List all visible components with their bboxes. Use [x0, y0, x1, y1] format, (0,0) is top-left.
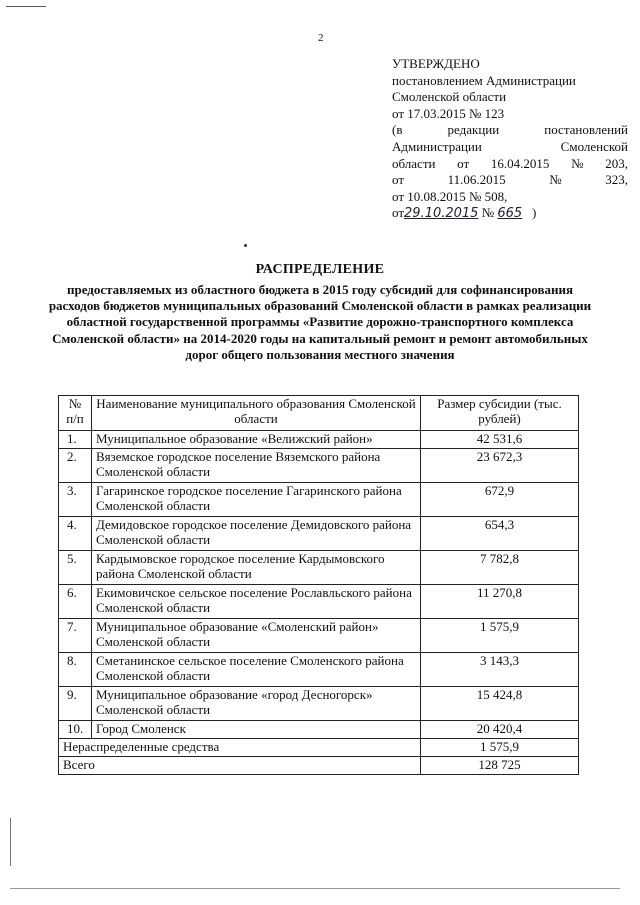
unallocated-label: Нераспределенные средства — [59, 739, 421, 757]
row-name: Муниципальное образование «Велижский район» — [92, 431, 421, 449]
row-name: Кардымовское городское поселение Кардымовского района Смоленской области — [92, 551, 421, 585]
word: Администрации — [392, 138, 482, 154]
word: 203, — [605, 155, 628, 171]
table-row — [59, 483, 579, 517]
approval-line-6 — [392, 156, 628, 173]
approval-line-9 — [392, 205, 628, 223]
document-subtitle: предоставляемых из областного бюджета в 2015 году субсидий для софинансирования расходов бюджетов муниципальных образований Смоленской области в рамках реализации областной государственной программы «Развитие дорожно-транспортного комплекса Смоленской области» на 2014-2020 годы на капитальный ремонт и ремонт автомобильных дорог общего пользования местного значения — [48, 282, 592, 362]
word: от — [457, 155, 470, 171]
document-title: РАСПРЕДЕЛЕНИЕ — [255, 262, 385, 277]
table-row — [59, 721, 579, 739]
scan-edge-line — [10, 818, 11, 866]
approval-line-8: от 10.08.2015 № 508, — [392, 188, 508, 204]
row-amount: 1 575,9 — [421, 619, 579, 653]
table-row — [59, 619, 579, 653]
table-row — [59, 585, 579, 619]
unallocated-row — [59, 739, 579, 757]
unallocated-amount: 1 575,9 — [421, 739, 579, 757]
table-row — [59, 687, 579, 721]
top-edge-mark — [6, 6, 46, 7]
row-amount: 3 143,3 — [421, 653, 579, 687]
subsidy-table — [58, 395, 579, 775]
row-name: Гагаринское городское поселение Гагаринского района Смоленской области — [92, 483, 421, 517]
word: от — [392, 172, 405, 188]
table-row — [59, 551, 579, 585]
word: 323, — [605, 172, 628, 188]
approval-line-5 — [392, 139, 628, 156]
row-number: 2. — [59, 449, 92, 483]
row-number: 5. — [59, 551, 92, 585]
table-row — [59, 517, 579, 551]
row-name: Муниципальное образование «город Десногорск» Смоленской области — [92, 687, 421, 721]
table-row — [59, 449, 579, 483]
approval-line-2: Смоленской области — [392, 89, 507, 105]
row-name: Муниципальное образование «Смоленский район» Смоленской области — [92, 619, 421, 653]
row-name: Вяземское городское поселение Вяземского района Смоленской области — [92, 449, 421, 483]
row-number: 9. — [59, 687, 92, 721]
approval-line-1: постановлением Администрации — [392, 72, 576, 88]
header-number: № п/п — [59, 396, 92, 431]
scan-bottom-line — [10, 888, 620, 889]
approval-line-4 — [392, 122, 628, 139]
word: постановлений — [544, 122, 628, 138]
total-row — [59, 757, 579, 775]
row-number: 7. — [59, 619, 92, 653]
row-number: 8. — [59, 653, 92, 687]
row-amount: 672,9 — [421, 483, 579, 517]
approval-line-3: от 17.03.2015 № 123 — [392, 105, 505, 121]
word: 11.06.2015 — [447, 172, 506, 188]
row-name: Город Смоленск — [92, 721, 421, 739]
word: редакции — [447, 122, 500, 138]
word: области — [392, 155, 436, 171]
approval-head: УТВЕРЖДЕНО — [392, 56, 480, 71]
word: № — [571, 155, 584, 171]
word: 16.04.2015 — [490, 155, 550, 171]
row-amount: 654,3 — [421, 517, 579, 551]
handwritten-number: 665 — [497, 206, 523, 222]
approval-line-7 — [392, 172, 628, 189]
table-row — [59, 653, 579, 687]
header-name: Наименование муниципального образования Смоленской области — [92, 396, 421, 431]
total-amount: 128 725 — [421, 757, 579, 775]
total-label: Всего — [59, 757, 421, 775]
word: № — [481, 205, 495, 221]
word: от — [392, 205, 405, 221]
row-name: Демидовское городское поселение Демидовского района Смоленской области — [92, 517, 421, 551]
word: Смоленской — [560, 138, 628, 154]
row-number: 1. — [59, 431, 92, 449]
word: (в — [392, 122, 403, 138]
row-number: 3. — [59, 483, 92, 517]
row-amount: 42 531,6 — [421, 431, 579, 449]
word: ) — [531, 205, 537, 221]
row-number: 6. — [59, 585, 92, 619]
row-name: Екимовичское сельское поселение Рославльского района Смоленской области — [92, 585, 421, 619]
row-amount: 7 782,8 — [421, 551, 579, 585]
handwritten-date: 29.10.2015 — [404, 206, 479, 222]
row-amount: 23 672,3 — [421, 449, 579, 483]
word: № — [549, 172, 562, 188]
row-number: 10. — [59, 721, 92, 739]
row-name: Сметанинское сельское поселение Смоленского района Смоленской области — [92, 653, 421, 687]
page-number: 2 — [318, 32, 324, 44]
table-row — [59, 431, 579, 449]
stray-dot — [244, 244, 247, 247]
row-amount: 20 420,4 — [421, 721, 579, 739]
row-amount: 15 424,8 — [421, 687, 579, 721]
row-number: 4. — [59, 517, 92, 551]
row-amount: 11 270,8 — [421, 585, 579, 619]
header-amount: Размер субсидии (тыс. рублей) — [421, 396, 579, 431]
table-header-row — [59, 396, 579, 431]
approval-block — [392, 56, 628, 223]
